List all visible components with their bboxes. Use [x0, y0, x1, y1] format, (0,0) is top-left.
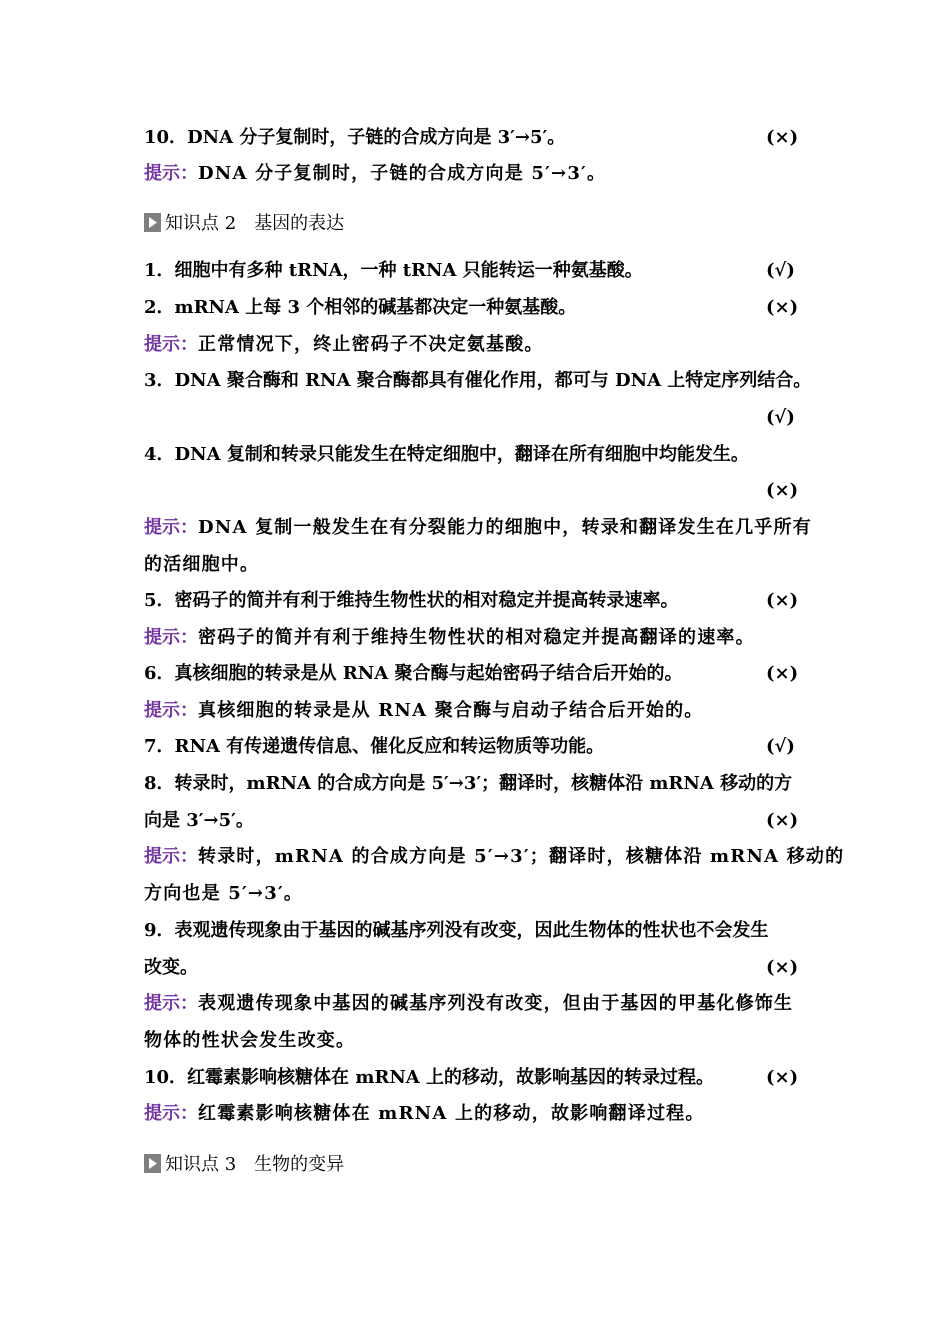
- question-number: 5．: [144, 590, 175, 611]
- question-number: 7．: [144, 736, 175, 757]
- hint-text: 红霉素影响核糖体在 mRNA 上的移动，故影响翻译过程。: [198, 1103, 705, 1124]
- hint-8: [144, 845, 845, 869]
- hint-10a: [144, 162, 804, 186]
- hint-9-cont: [144, 1029, 804, 1053]
- hint-text: DNA 复制一般发生在有分裂能力的细胞中，转录和翻译发生在几乎所有: [198, 517, 812, 538]
- hint-4: [144, 516, 812, 540]
- hint-4-cont: [144, 553, 804, 577]
- question-1: [144, 259, 804, 283]
- question-5: [144, 589, 804, 613]
- question-3: [144, 369, 824, 393]
- hint-label: 提示：: [144, 700, 198, 721]
- question-number: 2．: [144, 297, 175, 318]
- question-text: 表观遗传现象由于基因的碱基序列没有改变，因此生物体的性状也不会发生: [174, 920, 769, 941]
- question-8-cont: [144, 809, 804, 833]
- hint-text: 密码子的简并有利于维持生物性状的相对稳定并提高翻译的速率。: [198, 627, 755, 648]
- section-heading-3: [144, 1153, 344, 1177]
- question-7: [144, 735, 804, 759]
- section-heading-2: [144, 212, 344, 236]
- answer-mark: (×): [766, 590, 799, 611]
- hint-text: 正常情况下，终止密码子不决定氨基酸。: [198, 334, 544, 355]
- question-number: 10．: [144, 127, 188, 148]
- hint-text: 物体的性状会发生改变。: [144, 1030, 356, 1051]
- section-title: 知识点 2 基因的表达: [165, 213, 345, 234]
- question-number: 6．: [144, 663, 175, 684]
- question-text: DNA 复制和转录只能发生在特定细胞中，翻译在所有细胞中均能发生。: [174, 444, 749, 465]
- question-6: [144, 662, 804, 686]
- hint-label: 提示：: [144, 993, 198, 1014]
- question-number: 1．: [144, 260, 175, 281]
- hint-text: 表观遗传现象中基因的碱基序列没有改变，但由于基因的甲基化修饰生: [198, 993, 794, 1014]
- hint-6: [144, 699, 804, 723]
- question-8: [144, 772, 804, 796]
- hint-text: 方向也是 5′→3′。: [144, 883, 304, 904]
- question-text: 红霉素影响核糖体在 mRNA 上的移动，故影响基因的转录过程。: [187, 1067, 715, 1088]
- hint-label: 提示：: [144, 334, 198, 355]
- question-9-cont: [144, 956, 804, 980]
- question-4: [144, 443, 804, 467]
- hint-9: [144, 992, 804, 1016]
- hint-label: 提示：: [144, 517, 198, 538]
- hint-text: 真核细胞的转录是从 RNA 聚合酶与启动子结合后开始的。: [198, 700, 704, 721]
- hint-label: 提示：: [144, 163, 198, 184]
- question-text: DNA 分子复制时，子链的合成方向是 3′→5′。: [187, 127, 566, 148]
- question-text: mRNA 上每 3 个相邻的碱基都决定一种氨基酸。: [174, 297, 577, 318]
- hint-8-cont: [144, 882, 804, 906]
- answer-mark: (√): [766, 736, 795, 757]
- question-text: RNA 有传递遗传信息、催化反应和转运物质等功能。: [174, 736, 605, 757]
- hint-label: 提示：: [144, 627, 198, 648]
- question-text: 向是 3′→5′。: [144, 810, 254, 831]
- hint-label: 提示：: [144, 1103, 198, 1124]
- hint-text: 转录时，mRNA 的合成方向是 5′→3′；翻译时，核糖体沿 mRNA 移动的: [198, 846, 845, 867]
- question-number: 3．: [144, 370, 175, 391]
- hint-5: [144, 626, 804, 650]
- hint-label: 提示：: [144, 846, 198, 867]
- answer-mark: (√): [766, 260, 795, 281]
- question-number: 8．: [144, 773, 175, 794]
- question-10b: [144, 1066, 804, 1090]
- answer-mark: (×): [766, 127, 799, 148]
- answer-mark: (×): [766, 810, 799, 831]
- hint-text: DNA 分子复制时，子链的合成方向是 5′→3′。: [198, 163, 607, 184]
- question-text: 改变。: [144, 957, 198, 978]
- hint-10b: [144, 1102, 804, 1126]
- hint-2: [144, 333, 804, 357]
- question-10a: [144, 126, 804, 150]
- answer-mark: (×): [766, 663, 799, 684]
- question-text: 真核细胞的转录是从 RNA 聚合酶与起始密码子结合后开始的。: [174, 663, 683, 684]
- answer-mark: (×): [766, 1067, 799, 1088]
- answer-mark: (×): [766, 957, 799, 978]
- question-text: DNA 聚合酶和 RNA 聚合酶都具有催化作用，都可与 DNA 上特定序列结合。: [174, 370, 812, 391]
- question-number: 9．: [144, 920, 175, 941]
- section-title: 知识点 3 生物的变异: [165, 1154, 345, 1175]
- question-text: 转录时，mRNA 的合成方向是 5′→3′；翻译时，核糖体沿 mRNA 移动的方: [174, 773, 793, 794]
- play-triangle-icon: [144, 213, 161, 232]
- hint-text: 的活细胞中。: [144, 554, 260, 575]
- answer-mark: (×): [766, 480, 799, 501]
- question-number: 10．: [144, 1067, 188, 1088]
- question-9: [144, 919, 804, 943]
- question-number: 4．: [144, 444, 175, 465]
- question-text: 细胞中有多种 tRNA，一种 tRNA 只能转运一种氨基酸。: [174, 260, 643, 281]
- question-text: 密码子的简并有利于维持生物性状的相对稳定并提高转录速率。: [174, 590, 679, 611]
- answer-mark: (√): [766, 407, 795, 428]
- answer-mark: (×): [766, 297, 799, 318]
- play-triangle-icon: [144, 1154, 161, 1173]
- question-2: [144, 296, 804, 320]
